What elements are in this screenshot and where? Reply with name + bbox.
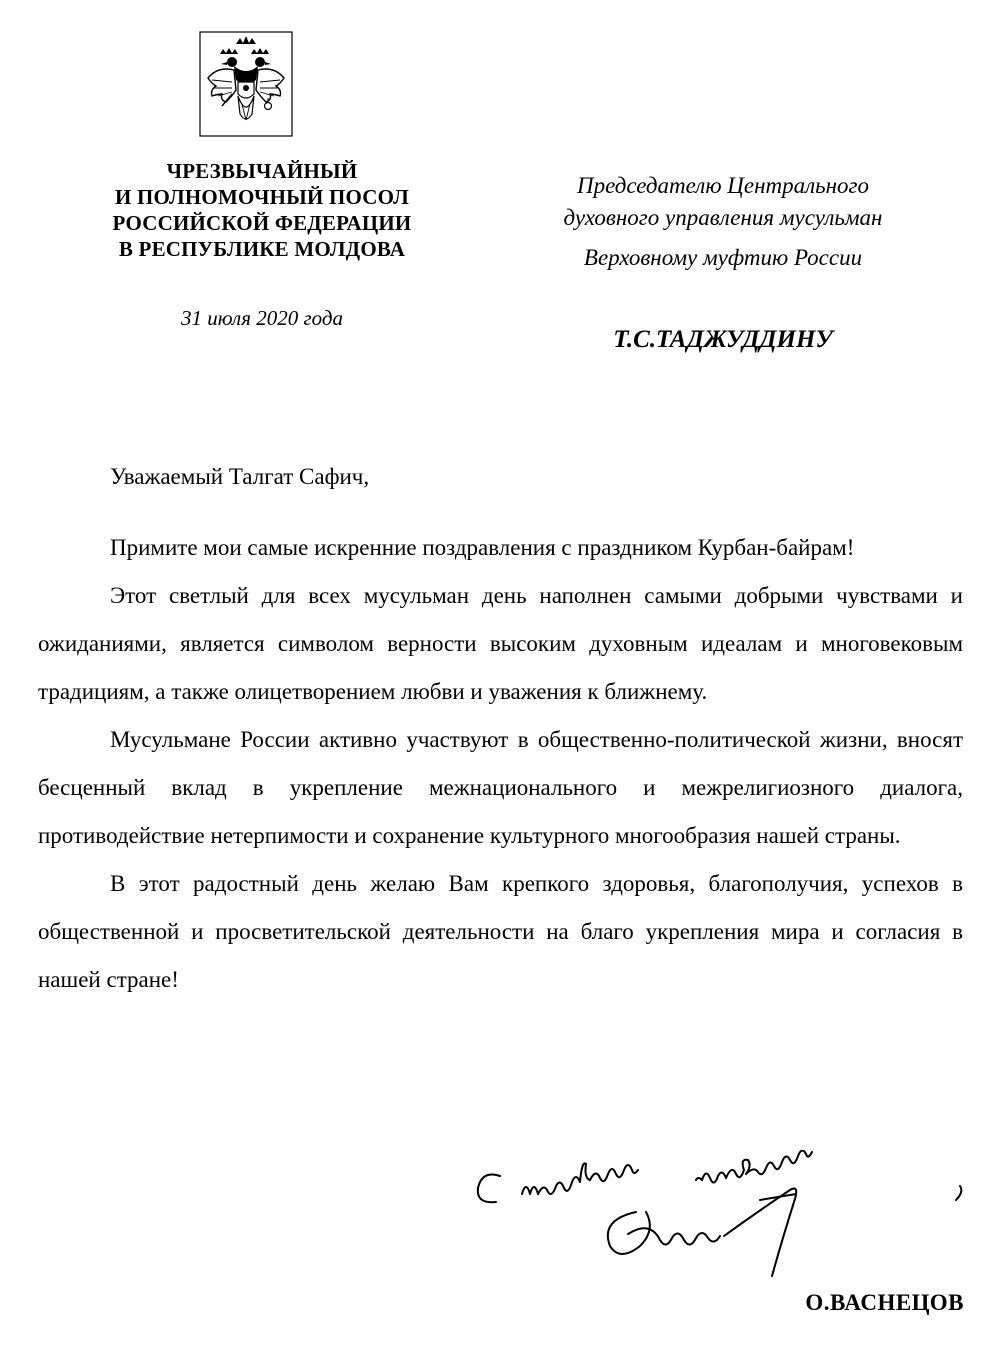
sender-line: И ПОЛНОМОЧНЫЙ ПОСОЛ — [115, 185, 409, 209]
letter-date: 31 июля 2020 года — [181, 306, 343, 330]
letter-paragraph: Этот светлый для всех мусульман день наполнен самыми добрыми чувствами и ожиданиями, является символом верности высоким духовным идеалам и многовековым традициям, а также олицетворением любви и уважения к ближнему. — [38, 583, 963, 704]
recipient-line: Председателю Центрального — [576, 173, 869, 198]
coat-of-arms-icon — [198, 30, 294, 138]
letter-paragraph: Примите мои самые искренние поздравления с праздником Курбан-байрам! — [110, 535, 855, 560]
sender-line: В РЕСПУБЛИКЕ МОЛДОВА — [118, 237, 406, 261]
recipient-title — [500, 170, 946, 274]
recipient-line: духовного управления мусульман — [563, 205, 883, 230]
sender-line: РОССИЙСКОЙ ФЕДЕРАЦИИ — [112, 211, 412, 235]
recipient-line: Верховному муфтию России — [583, 245, 863, 270]
sender-title — [62, 158, 462, 262]
signer-name: О.ВАСНЕЦОВ — [805, 1290, 964, 1315]
letter-paragraph: Мусульмане России активно участвуют в общественно-политической жизни, вносят бесценный вклад в укрепление межнационального и межрелигиозного диалога, противодействие нетерпимости и сохранение культурного многообразия нашей страны. — [38, 727, 963, 848]
letter-greeting: Уважаемый Талгат Сафич, — [110, 464, 370, 489]
sender-line: ЧРЕЗВЫЧАЙНЫЙ — [166, 159, 358, 183]
recipient-name: Т.С.ТАДЖУДДИНУ — [613, 326, 833, 353]
letter-paragraph: В этот радостный день желаю Вам крепкого здоровья, благополучия, успехов в общественной и просветительской деятельности на благо укрепления мира и согласия в нашей стране! — [38, 871, 963, 992]
handwritten-signature — [460, 1150, 980, 1290]
letter-body — [38, 524, 963, 1004]
